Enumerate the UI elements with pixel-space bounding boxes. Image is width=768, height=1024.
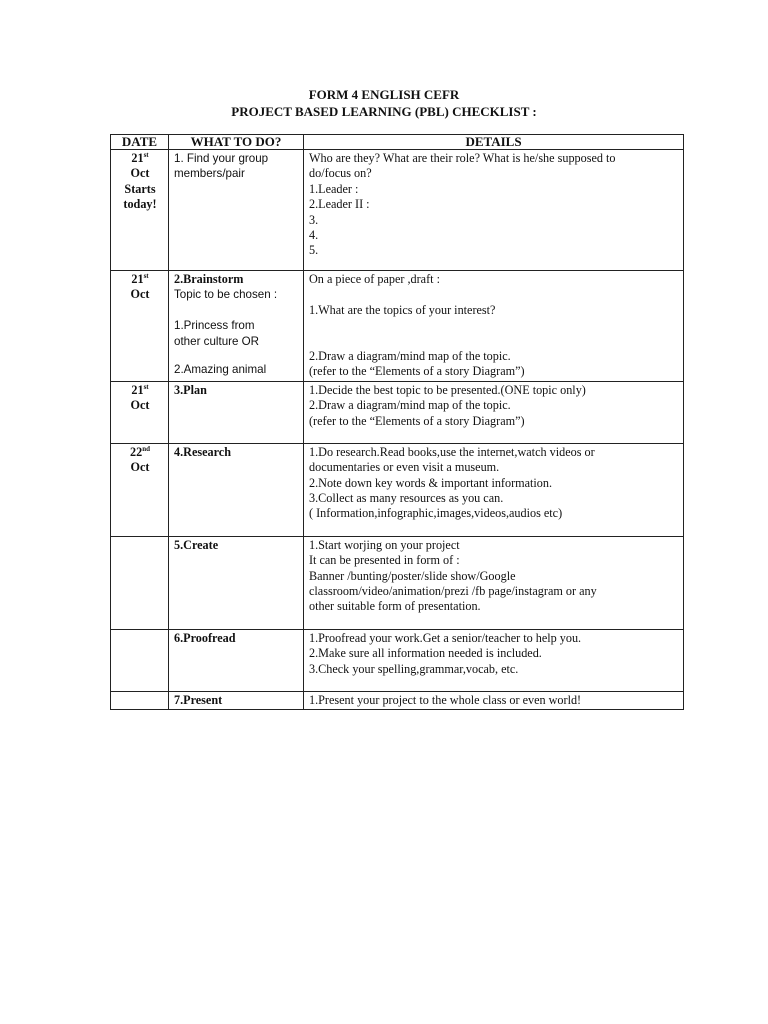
what-line: other culture OR bbox=[174, 334, 260, 348]
date-month: Oct bbox=[130, 166, 150, 181]
date-cell bbox=[111, 443, 169, 536]
table-row bbox=[111, 691, 684, 709]
table-row bbox=[111, 150, 684, 271]
step-title: 6.Proofread bbox=[174, 630, 236, 645]
header-date: DATE bbox=[111, 135, 169, 150]
details-line bbox=[309, 318, 679, 333]
details-line: 1.Proofread your work.Get a senior/teacher to help you. bbox=[309, 630, 582, 645]
details-line: (refer to the “Elements of a story Diagram”) bbox=[309, 364, 525, 379]
details-cell bbox=[304, 150, 684, 271]
document-title: FORM 4 ENGLISH CEFR bbox=[308, 87, 460, 102]
what-cell bbox=[169, 381, 304, 443]
table-row bbox=[111, 443, 684, 536]
date-day: 21 bbox=[131, 272, 144, 286]
date-suffix: st bbox=[143, 382, 149, 391]
date-month: Oct bbox=[130, 398, 150, 413]
date-note: today! bbox=[123, 197, 157, 212]
what-cell bbox=[169, 629, 304, 691]
table-row bbox=[111, 536, 684, 629]
what-line: members/pair bbox=[174, 167, 245, 181]
details-line: 3.Collect as many resources as you can. bbox=[309, 491, 504, 506]
details-line: ( Information,infographic,images,videos,audios etc) bbox=[309, 506, 563, 521]
details-line: documentaries or even visit a museum. bbox=[309, 460, 500, 475]
date-suffix: st bbox=[143, 150, 149, 159]
date-month: Oct bbox=[130, 287, 150, 302]
details-line: Banner /bunting/poster/slide show/Google bbox=[309, 568, 516, 583]
details-cell bbox=[304, 381, 684, 443]
date-cell bbox=[111, 691, 169, 709]
details-line: 2.Draw a diagram/mind map of the topic. bbox=[309, 348, 511, 363]
details-line bbox=[309, 334, 679, 349]
details-line bbox=[309, 287, 679, 302]
date-cell bbox=[111, 271, 169, 382]
details-line: 1.Present your project to the whole class or even world! bbox=[309, 692, 582, 707]
step-title: 2.Brainstorm bbox=[174, 272, 244, 286]
details-line: 5. bbox=[309, 243, 319, 258]
details-line: classroom/video/animation/prezi /fb page/instagram or any bbox=[309, 584, 597, 599]
step-title: 3.Plan bbox=[174, 382, 207, 397]
date-day: 21 bbox=[131, 151, 144, 165]
date-cell bbox=[111, 629, 169, 691]
what-cell bbox=[169, 150, 304, 271]
table-row bbox=[111, 271, 684, 382]
what-line: 1. Find your group bbox=[174, 152, 269, 165]
details-line: 3.Check your spelling,grammar,vocab, etc. bbox=[309, 661, 519, 676]
header-row bbox=[111, 135, 684, 150]
step-title: 4.Research bbox=[174, 444, 231, 459]
what-cell bbox=[169, 271, 304, 382]
details-cell bbox=[304, 443, 684, 536]
date-cell bbox=[111, 536, 169, 629]
table-row bbox=[111, 629, 684, 691]
details-line: On a piece of paper ,draft : bbox=[309, 272, 440, 286]
what-line bbox=[174, 303, 299, 318]
details-line: 1.Leader : bbox=[309, 181, 359, 196]
details-line: 1.What are the topics of your interest? bbox=[309, 302, 496, 317]
what-line: Topic to be chosen : bbox=[174, 288, 278, 302]
date-day: 21 bbox=[131, 382, 144, 397]
date-suffix: nd bbox=[142, 444, 150, 453]
details-line: do/focus on? bbox=[309, 166, 372, 181]
document-subtitle: PROJECT BASED LEARNING (PBL) CHECKLIST : bbox=[231, 104, 537, 119]
details-cell bbox=[304, 271, 684, 382]
details-cell bbox=[304, 536, 684, 629]
details-line: 2.Draw a diagram/mind map of the topic. bbox=[309, 398, 511, 413]
date-suffix: st bbox=[143, 271, 149, 280]
details-line: It can be presented in form of : bbox=[309, 553, 460, 568]
what-cell bbox=[169, 691, 304, 709]
checklist-table bbox=[110, 134, 684, 710]
date-note: Starts bbox=[124, 181, 156, 196]
what-line: 1.Princess from bbox=[174, 319, 255, 333]
date-day: 22 bbox=[130, 444, 143, 459]
details-line: 2.Note down key words & important information. bbox=[309, 475, 553, 490]
details-line: 1.Do research.Read books,use the internet,watch videos or bbox=[309, 444, 595, 459]
date-cell bbox=[111, 150, 169, 271]
details-cell bbox=[304, 691, 684, 709]
header-details: DETAILS bbox=[304, 135, 684, 150]
what-cell bbox=[169, 443, 304, 536]
details-line: Who are they? What are their role? What is he/she supposed to bbox=[309, 151, 616, 165]
details-line: 2.Make sure all information needed is included. bbox=[309, 646, 542, 661]
what-line bbox=[174, 349, 299, 364]
step-title: 7.Present bbox=[174, 692, 223, 707]
details-cell bbox=[304, 629, 684, 691]
details-line: 3. bbox=[309, 212, 319, 227]
what-line: 2.Amazing animal bbox=[174, 364, 267, 377]
what-cell bbox=[169, 536, 304, 629]
details-line: 2.Leader II : bbox=[309, 197, 370, 212]
header-what: WHAT TO DO? bbox=[169, 135, 304, 150]
details-line: (refer to the “Elements of a story Diagram”) bbox=[309, 413, 525, 428]
date-cell bbox=[111, 381, 169, 443]
details-line: 1.Decide the best topic to be presented.(ONE topic only) bbox=[309, 382, 586, 397]
step-title: 5.Create bbox=[174, 537, 219, 552]
table-row bbox=[111, 381, 684, 443]
details-line: other suitable form of presentation. bbox=[309, 599, 481, 614]
details-line: 4. bbox=[309, 228, 319, 243]
date-month: Oct bbox=[130, 460, 150, 475]
details-line: 1.Start worjing on your project bbox=[309, 537, 460, 552]
